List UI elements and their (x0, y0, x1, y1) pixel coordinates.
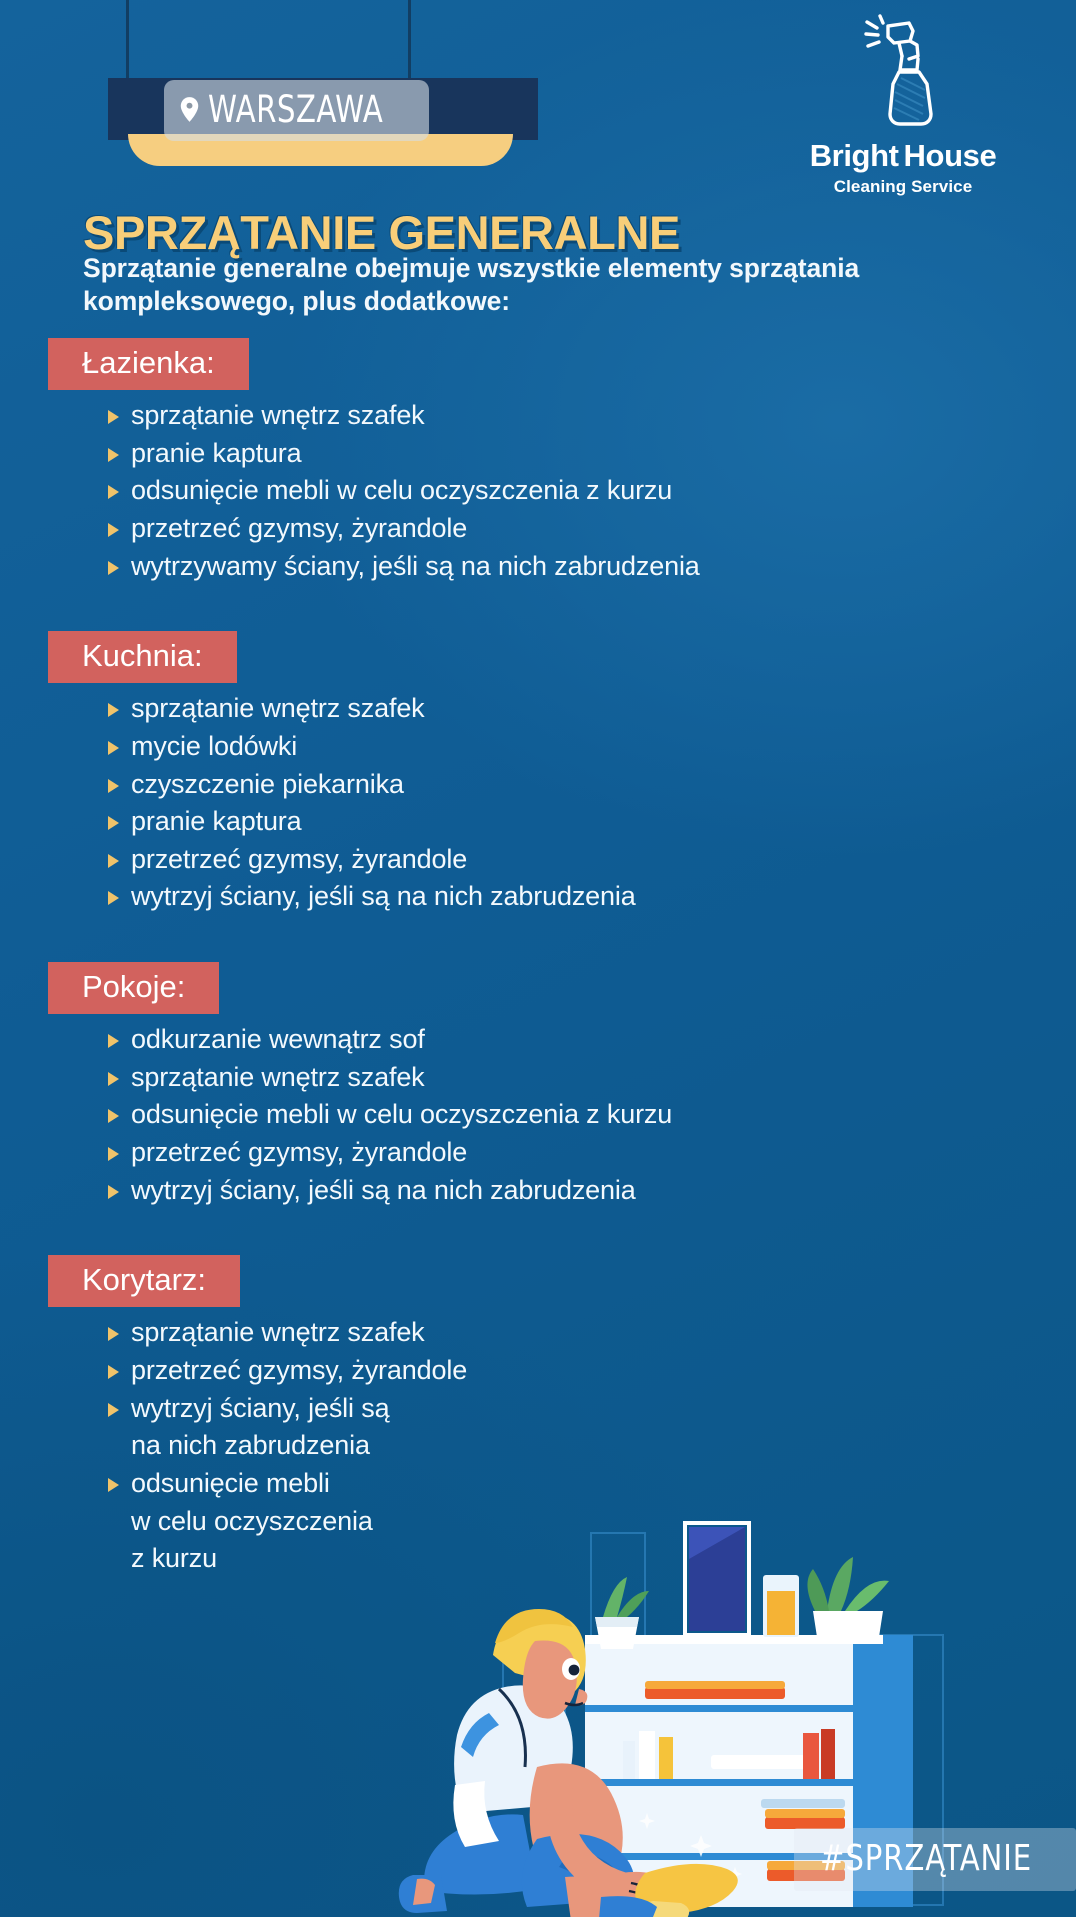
triangle-bullet-icon (108, 561, 119, 575)
list-item-label: sprzątanie wnętrz szafek (131, 1061, 425, 1092)
list-item (0, 841, 1076, 879)
city-badge (164, 80, 429, 141)
list-item-label: odkurzanie wewnątrz sof (131, 1024, 425, 1055)
list-item-label: z kurzu (131, 1543, 217, 1574)
sign-rope-left (126, 0, 129, 88)
triangle-bullet-icon (108, 1147, 119, 1161)
list-item-label: czyszczenie piekarnika (131, 768, 404, 799)
list-item (0, 1021, 1076, 1059)
list-item (0, 878, 1076, 916)
location-pin-icon (180, 97, 199, 122)
list-item-label: pranie kaptura (131, 806, 302, 837)
triangle-bullet-icon (108, 1072, 119, 1086)
triangle-bullet-icon (108, 448, 119, 462)
list-item-label: odsunięcie mebli w celu oczyszczenia z kurzu (131, 1099, 673, 1130)
hashtag-badge (794, 1828, 1076, 1891)
list-item (0, 1059, 1076, 1097)
list-item-label: wytrzyj ściany, jeśli są (131, 1392, 390, 1423)
list-item (0, 472, 1076, 510)
list-item (0, 1172, 1076, 1210)
brand-name-part2: House (903, 138, 997, 173)
list-item-label: pranie kaptura (131, 437, 302, 468)
list-item (0, 1352, 1076, 1390)
list-item (0, 435, 1076, 473)
triangle-bullet-icon (108, 741, 119, 755)
triangle-bullet-icon (108, 816, 119, 830)
list-item-label: sprzątanie wnętrz szafek (131, 693, 425, 724)
section-heading: Kuchnia: (48, 631, 237, 683)
triangle-bullet-icon (108, 485, 119, 499)
brand-tagline: Cleaning Service (833, 177, 973, 196)
woman-cleaning-bookshelf-illustration (395, 1517, 1076, 1917)
sign-rope-right (408, 0, 411, 88)
brand-name (778, 138, 1028, 174)
city-label: WARSZAWA (208, 88, 384, 131)
list-item-label: wytrzywamy ściany, jeśli są na nich zabrudzenia (131, 550, 700, 581)
section-heading: Łazienka: (48, 338, 249, 390)
list-item (0, 690, 1076, 728)
list-item-label: wytrzyj ściany, jeśli są na nich zabrudzenia (131, 1174, 636, 1205)
list-item-label: przetrzeć gzymsy, żyrandole (131, 1354, 468, 1385)
list-item (0, 1134, 1076, 1172)
list-item-label: w celu oczyszczenia (131, 1505, 373, 1536)
section-2 (0, 631, 1076, 916)
section-heading: Korytarz: (48, 1255, 240, 1307)
list-item-label: wytrzyj ściany, jeśli są na nich zabrudzenia (131, 881, 636, 912)
sections-list (0, 338, 1076, 1586)
hanging-sign (108, 0, 538, 190)
triangle-bullet-icon (108, 703, 119, 717)
list-item (0, 728, 1076, 766)
list-item (0, 766, 1076, 804)
list-item (0, 1465, 1076, 1503)
triangle-bullet-icon (108, 854, 119, 868)
list-item (0, 1314, 1076, 1352)
list-item (0, 510, 1076, 548)
list-item-label: przetrzeć gzymsy, żyrandole (131, 1137, 468, 1168)
triangle-bullet-icon (108, 1327, 119, 1341)
section-item-list (0, 690, 1076, 916)
list-item (0, 1390, 1076, 1428)
list-item (0, 1427, 1076, 1465)
list-item-label: odsunięcie mebli w celu oczyszczenia z kurzu (131, 475, 673, 506)
list-item-label: mycie lodówki (131, 730, 298, 761)
intro-text: Sprzątanie generalne obejmuje wszystkie elementy sprzątania kompleksowego, plus dodatkowe: (83, 253, 860, 317)
section-3 (0, 962, 1076, 1209)
triangle-bullet-icon (108, 1478, 119, 1492)
triangle-bullet-icon (108, 523, 119, 537)
list-item (0, 397, 1076, 435)
spray-bottle-icon (847, 14, 959, 132)
triangle-bullet-icon (108, 410, 119, 424)
triangle-bullet-icon (108, 779, 119, 793)
page-title: SPRZĄTANIE GENERALNE (83, 206, 680, 259)
triangle-bullet-icon (108, 1365, 119, 1379)
hashtag-label: #SPRZĄTANIE (820, 1838, 1033, 1879)
triangle-bullet-icon (108, 1109, 119, 1123)
triangle-bullet-icon (108, 891, 119, 905)
list-item-label: na nich zabrudzenia (131, 1430, 370, 1461)
section-heading: Pokoje: (48, 962, 219, 1014)
triangle-bullet-icon (108, 1034, 119, 1048)
brand-name-part1: Bright (809, 138, 899, 173)
section-1 (0, 338, 1076, 585)
list-item-label: odsunięcie mebli (131, 1467, 330, 1498)
list-item-label: przetrzeć gzymsy, żyrandole (131, 843, 468, 874)
list-item (0, 548, 1076, 586)
triangle-bullet-icon (108, 1185, 119, 1199)
brand-logo (778, 14, 1028, 197)
section-item-list (0, 397, 1076, 585)
list-item-label: sprzątanie wnętrz szafek (131, 399, 425, 430)
list-item (0, 803, 1076, 841)
list-item-label: sprzątanie wnętrz szafek (131, 1317, 425, 1348)
triangle-bullet-icon (108, 1403, 119, 1417)
section-item-list (0, 1021, 1076, 1209)
list-item-label: przetrzeć gzymsy, żyrandole (131, 512, 468, 543)
list-item (0, 1096, 1076, 1134)
